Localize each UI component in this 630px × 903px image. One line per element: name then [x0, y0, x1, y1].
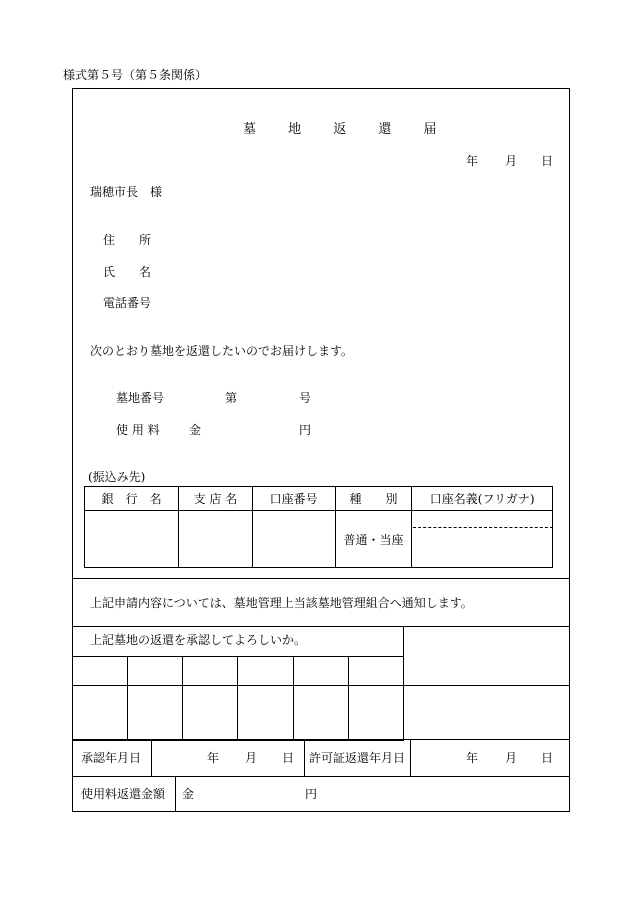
dates-divider-1: [151, 739, 152, 776]
date-day: 日: [541, 154, 554, 168]
approval-date-label: 承認年月日: [81, 751, 142, 765]
grave-dai: 第: [225, 391, 238, 405]
transfer-caption: (振込み先): [88, 470, 146, 484]
seal-header-cell: [183, 657, 238, 686]
bank-name-cell[interactable]: [85, 511, 179, 568]
account-number-cell[interactable]: [252, 511, 335, 568]
approval-question: 上記墓地の返還を承認してよろしいか。: [90, 633, 307, 647]
approval-seal-grid: [72, 656, 404, 741]
grave-number-label: 墓地番号: [116, 391, 165, 405]
grave-go: 号: [299, 391, 312, 405]
approval-date-year: 年: [207, 751, 220, 765]
header-account-holder: 口座名義(フリガナ): [412, 487, 553, 511]
seal-header-cell: [348, 657, 403, 686]
branch-name-cell[interactable]: [179, 511, 252, 568]
name-label: 氏 名: [103, 265, 152, 279]
fee-yen: 円: [299, 423, 312, 437]
date-month: 月: [505, 154, 518, 168]
seal-cell[interactable]: [128, 686, 183, 741]
permit-return-date-label: 許可証返還年月日: [309, 751, 406, 765]
form-label: 様式第５号（第５条関係）: [63, 68, 208, 82]
seal-header-cell: [293, 657, 348, 686]
separator-refund-top: [72, 776, 570, 777]
header-branch-name: 支 店 名: [179, 487, 252, 511]
seal-header-cell: [238, 657, 293, 686]
fee-kin: 金: [189, 423, 202, 437]
approval-date-month: 月: [245, 751, 258, 765]
header-bank-name: 銀 行 名: [85, 487, 179, 511]
seal-cell[interactable]: [293, 686, 348, 741]
furigana-divider: [413, 527, 553, 528]
seal-cell[interactable]: [238, 686, 293, 741]
header-account-number: 口座番号: [252, 487, 335, 511]
seal-cell[interactable]: [183, 686, 238, 741]
statement: 次のとおり墓地を返還したいのでお届けします。: [90, 344, 354, 358]
dates-divider-2: [304, 739, 305, 776]
permit-return-date-year: 年: [466, 751, 479, 765]
addressee: 瑞穂市長 様: [90, 185, 163, 199]
seal-cell[interactable]: [73, 686, 128, 741]
account-holder-cell[interactable]: [412, 511, 553, 568]
date-year: 年: [466, 154, 479, 168]
form-title: 墓 地 返 還 届: [243, 122, 451, 137]
dates-divider-3: [410, 739, 411, 776]
account-type-cell[interactable]: 普通・当座: [335, 511, 412, 568]
refund-label: 使用料返還金額: [81, 787, 166, 801]
separator-dates-top: [72, 739, 570, 740]
notice-text: 上記申請内容については、墓地管理上当該墓地管理組合へ通知します。: [90, 596, 473, 610]
separator-notice-top: [72, 578, 570, 579]
refund-divider: [175, 776, 176, 812]
separator-notice-bottom: [72, 626, 570, 627]
phone-label: 電話番号: [103, 296, 152, 310]
fee-label: 使 用 料: [116, 423, 160, 437]
permit-return-date-month: 月: [505, 751, 518, 765]
refund-yen: 円: [305, 787, 318, 801]
approval-right-hline: [403, 685, 570, 686]
seal-header-cell: [73, 657, 128, 686]
refund-kin: 金: [182, 787, 195, 801]
permit-return-date-day: 日: [541, 751, 554, 765]
header-account-type: 種 別: [335, 487, 412, 511]
address-label: 住 所: [103, 233, 152, 247]
seal-cell[interactable]: [348, 686, 403, 741]
seal-header-cell: [128, 657, 183, 686]
approval-date-day: 日: [282, 751, 295, 765]
